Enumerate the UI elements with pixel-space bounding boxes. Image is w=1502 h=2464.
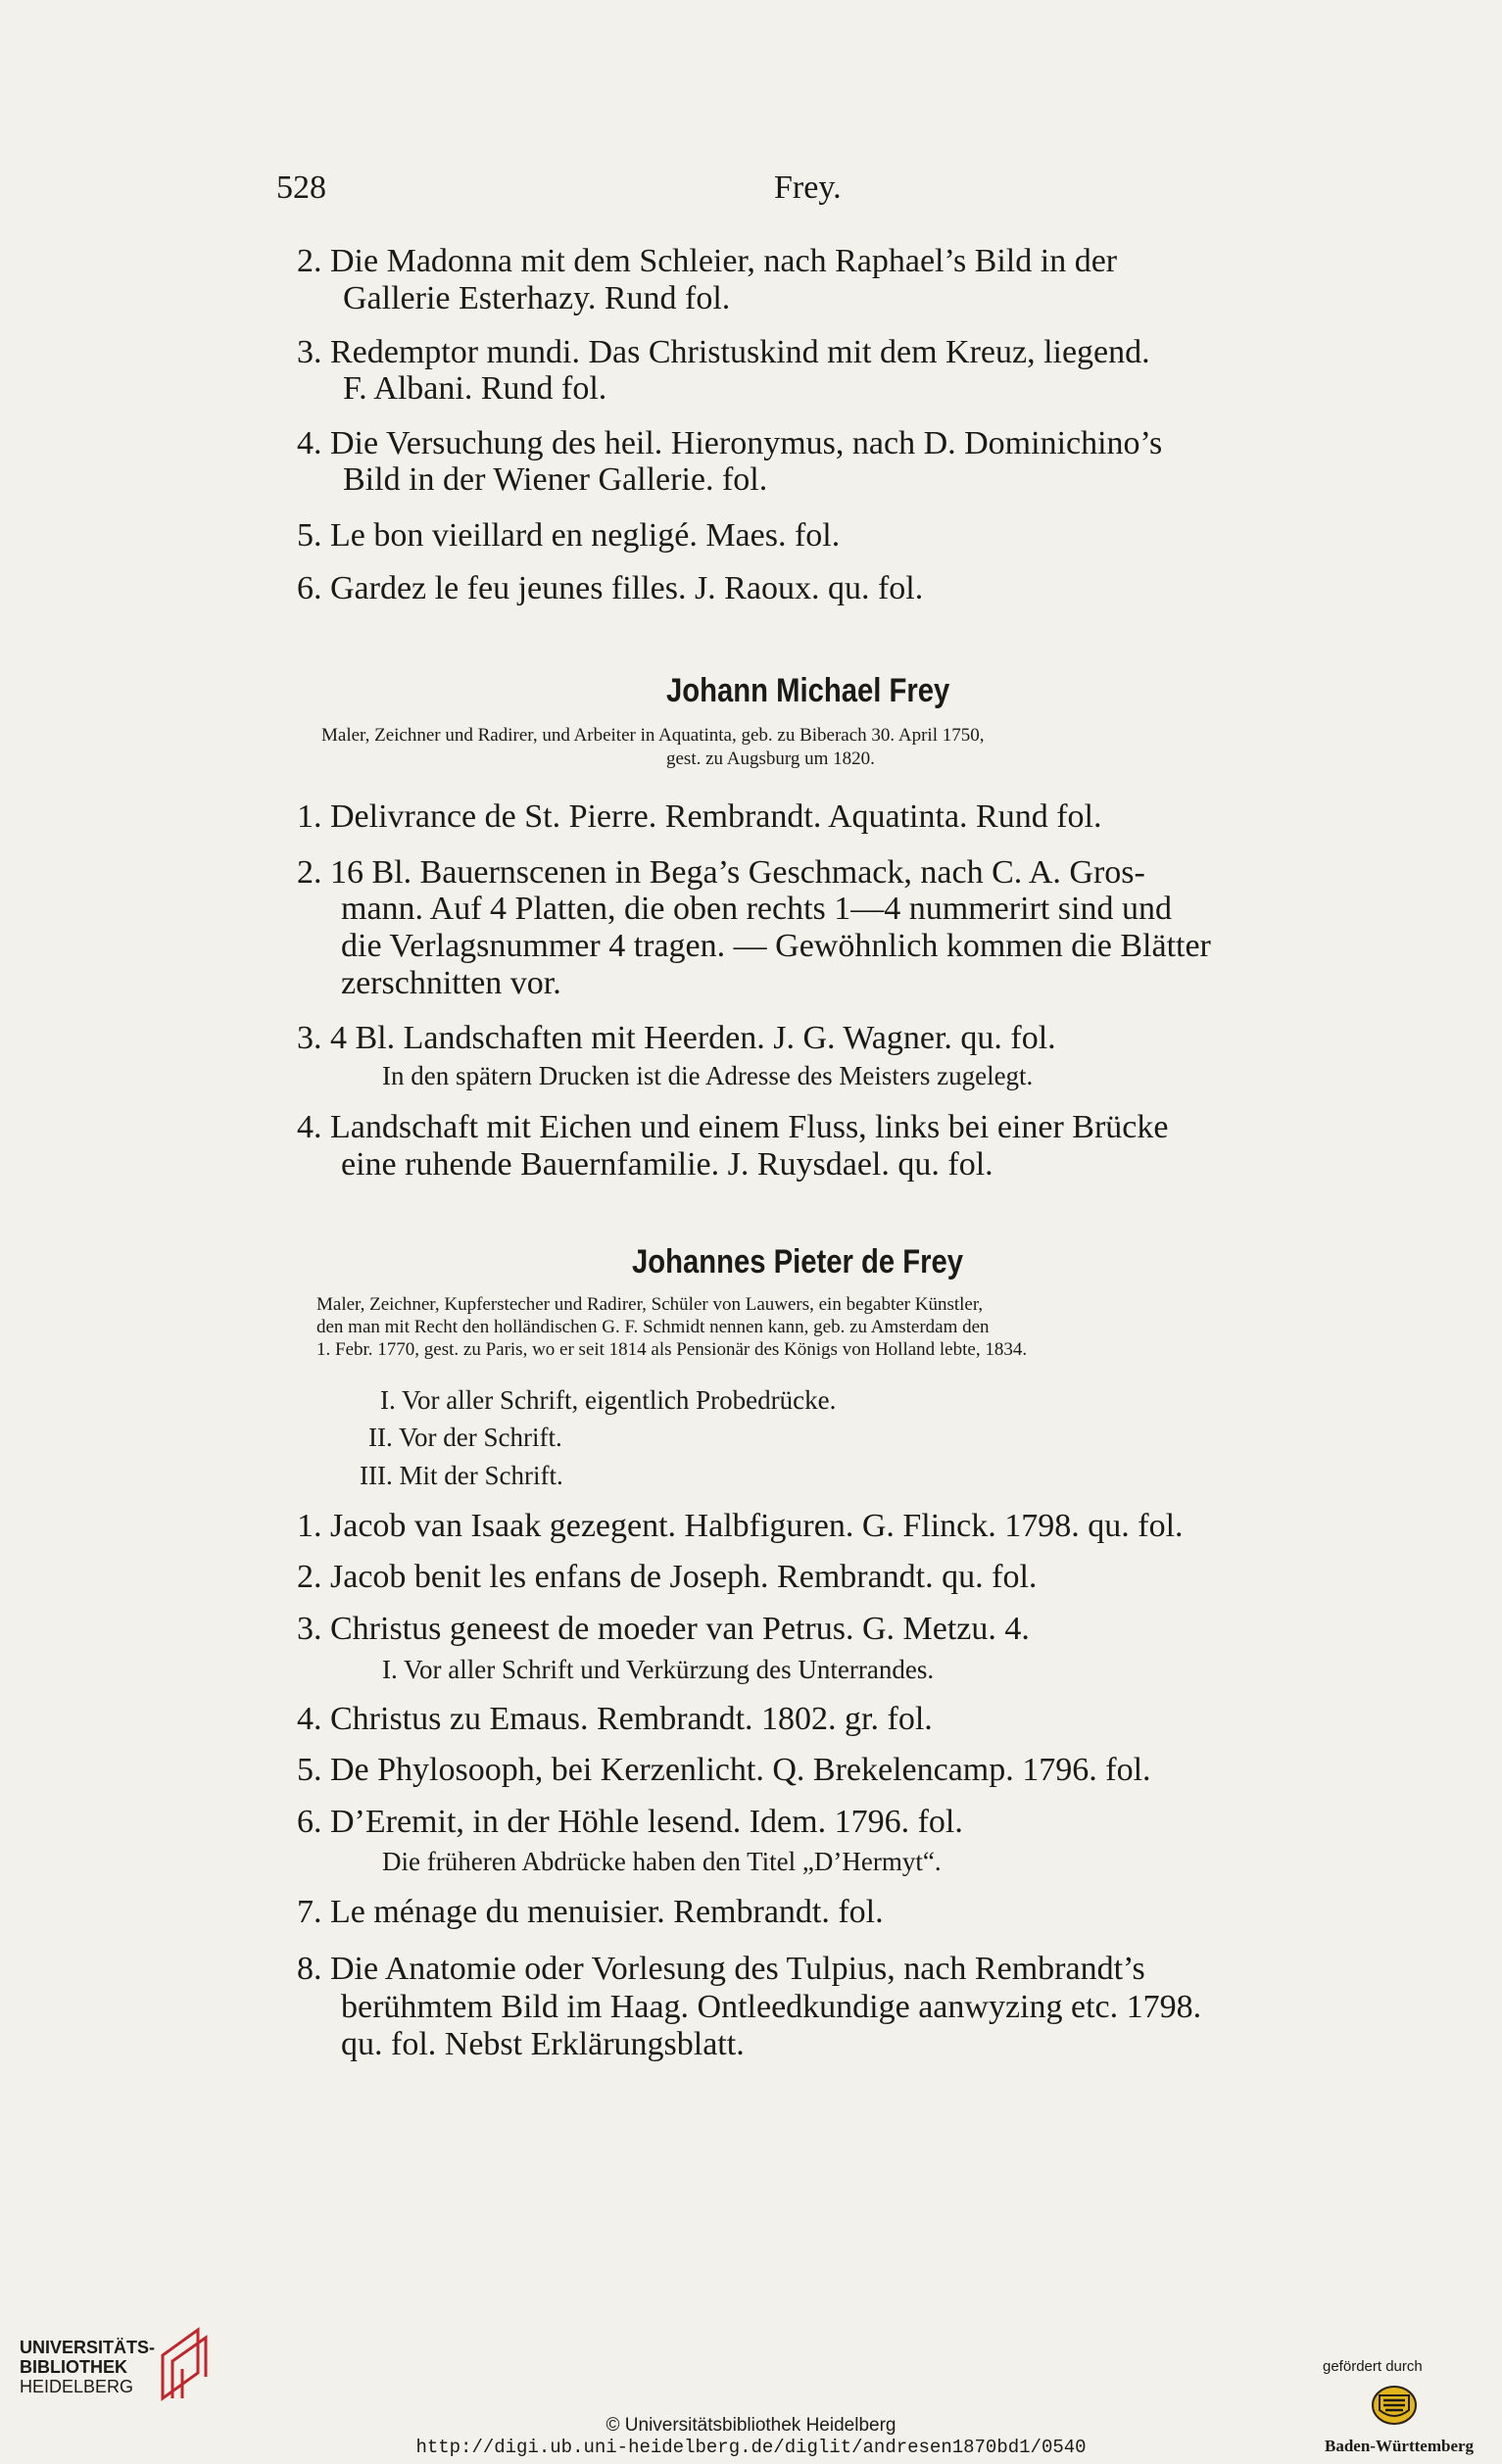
section-title-johann-michael-frey: Johann Michael Frey bbox=[666, 672, 950, 709]
entry-line: mann. Auf 4 Platten, die oben rechts 1—4 nummerirt sind und bbox=[341, 891, 1172, 927]
state-line: II. Vor der Schrift. bbox=[368, 1423, 562, 1452]
entry-note: Die früheren Abdrücke haben den Titel „D’Hermyt“. bbox=[382, 1847, 942, 1876]
entry-line: 7. Le ménage du menuisier. Rembrandt. fol. bbox=[297, 1894, 884, 1930]
entry-line: 4. Christus zu Emaus. Rembrandt. 1802. gr. fol. bbox=[297, 1701, 933, 1737]
state-line: I. Vor aller Schrift, eigentlich Probedrücke. bbox=[380, 1385, 837, 1415]
funder-name: Baden-Württemberg bbox=[1325, 2437, 1475, 2455]
entry-line: Bild in der Wiener Gallerie. fol. bbox=[343, 461, 768, 498]
entry-line: zerschnitten vor. bbox=[341, 965, 561, 1001]
entry-line: 8. Die Anatomie oder Vorlesung des Tulpius, nach Rembrandt’s bbox=[297, 1951, 1145, 1987]
artist-bio-line: den man mit Recht den holländischen G. F. Schmidt nennen kann, geb. zu Amsterdam den bbox=[316, 1317, 990, 1337]
running-title: Frey. bbox=[774, 169, 842, 206]
copyright-notice: © Universitätsbibliothek Heidelberg bbox=[606, 2415, 896, 2436]
entry-line: 3. Christus geneest de moeder van Petrus. G. Metzu. 4. bbox=[297, 1611, 1030, 1647]
page-number: 528 bbox=[276, 169, 326, 206]
entry-line: 1. Jacob van Isaak gezegent. Halbfiguren. G. Flinck. 1798. qu. fol. bbox=[297, 1508, 1184, 1544]
entry-line: die Verlagsnummer 4 tragen. — Gewöhnlich kommen die Blätter bbox=[341, 928, 1211, 964]
entry-line: 1. Delivrance de St. Pierre. Rembrandt. Aquatinta. Rund fol. bbox=[297, 798, 1102, 835]
entry-line: F. Albani. Rund fol. bbox=[343, 370, 607, 407]
library-line: BIBLIOTHEK bbox=[20, 2357, 127, 2377]
library-name bbox=[20, 2338, 155, 2396]
page-url-link[interactable]: http://digi.ub.uni-heidelberg.de/diglit/andresen1870bd1/0540 bbox=[415, 2437, 1087, 2458]
entry-line: 5. Le bon vieillard en negligé. Maes. fol. bbox=[297, 517, 841, 554]
entry-note: In den spätern Drucken ist die Adresse des Meisters zugelegt. bbox=[382, 1061, 1034, 1090]
funded-by-label: gefördert durch bbox=[1323, 2358, 1423, 2375]
artist-bio-line: gest. zu Augsburg um 1820. bbox=[666, 749, 875, 769]
section-title-johannes-pieter-de-frey: Johannes Pieter de Frey bbox=[632, 1243, 964, 1280]
entry-line: 3. Redemptor mundi. Das Christuskind mit dem Kreuz, liegend. bbox=[297, 334, 1150, 370]
entry-line: 4. Landschaft mit Eichen und einem Fluss, links bei einer Brücke bbox=[297, 1109, 1169, 1145]
entry-line: 2. Jacob benit les enfans de Joseph. Rembrandt. qu. fol. bbox=[297, 1559, 1038, 1595]
artist-bio-line: Maler, Zeichner, Kupferstecher und Radirer, Schüler von Lauwers, ein begabter Künstler, bbox=[316, 1294, 984, 1315]
entry-line: berühmtem Bild im Haag. Ontleedkundige aanwyzing etc. 1798. bbox=[341, 1989, 1202, 2025]
entry-line: 2. 16 Bl. Bauernscenen in Bega’s Geschmack, nach C. A. Gros- bbox=[297, 854, 1145, 891]
entry-note: I. Vor aller Schrift und Verkürzung des Unterrandes. bbox=[382, 1655, 935, 1684]
state-line: III. Mit der Schrift. bbox=[360, 1461, 563, 1490]
entry-line: 2. Die Madonna mit dem Schleier, nach Raphael’s Bild in der bbox=[297, 243, 1118, 279]
entry-line: 4. Die Versuchung des heil. Hieronymus, nach D. Dominichino’s bbox=[297, 425, 1163, 461]
entry-line: 6. D’Eremit, in der Höhle lesend. Idem. 1796. fol. bbox=[297, 1804, 963, 1840]
library-line: HEIDELBERG bbox=[20, 2377, 134, 2396]
funder-emblem-icon bbox=[1370, 2381, 1419, 2430]
artist-bio-line: Maler, Zeichner und Radirer, und Arbeiter in Aquatinta, geb. zu Biberach 30. April 1750, bbox=[321, 725, 985, 746]
entry-line: Gallerie Esterhazy. Rund fol. bbox=[343, 280, 731, 316]
entry-line: 3. 4 Bl. Landschaften mit Heerden. J. G. Wagner. qu. fol. bbox=[297, 1020, 1056, 1056]
entry-line: qu. fol. Nebst Erklärungsblatt. bbox=[341, 2026, 745, 2062]
artist-bio-line: 1. Febr. 1770, gest. zu Paris, wo er seit 1814 als Pensionär des Königs von Holland lebte, 1834. bbox=[316, 1339, 1028, 1360]
entry-line: eine ruhende Bauernfamilie. J. Ruysdael. qu. fol. bbox=[341, 1146, 993, 1183]
entry-line: 5. De Phylosooph, bei Kerzenlicht. Q. Brekelencamp. 1796. fol. bbox=[297, 1752, 1151, 1788]
entry-line: 6. Gardez le feu jeunes filles. J. Raoux. qu. fol. bbox=[297, 570, 924, 606]
library-logo-icon bbox=[159, 2326, 210, 2402]
library-line: UNIVERSITÄTS- bbox=[20, 2338, 156, 2357]
